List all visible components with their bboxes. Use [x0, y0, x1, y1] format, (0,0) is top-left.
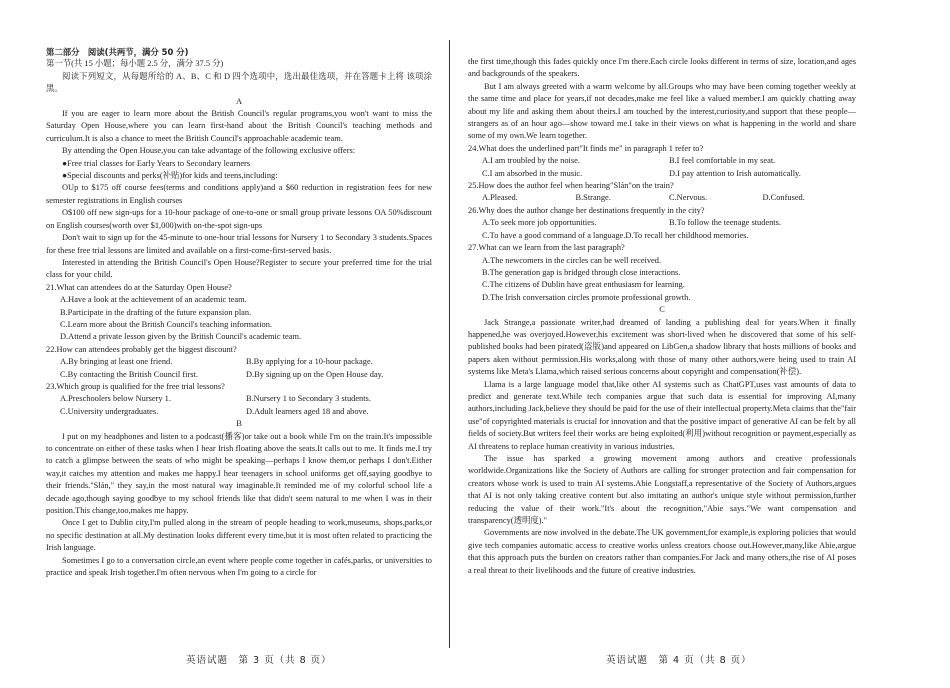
option: A.Have a look at the achievement of an academic team. — [60, 295, 247, 305]
question-22: 22.How can attendees probably get the biggest discount? — [46, 344, 237, 354]
option: D.I pay attention to Irish automatically. — [669, 168, 801, 178]
option: B.The generation gap is bridged through close interactions. — [482, 267, 681, 277]
question-27: 27.What can we learn from the last paragraph? — [468, 243, 625, 253]
passage-c-paragraph: The issue has sparked a growing movement among authors and creative professionals worldwide.Organizations like the Society of Authors are calling for stronger protection and fair compensation for creators whose work is used to train AI systems.Abie Longstaff,a representative of the Society of Authors,argues that AI is not only taking creative content but also imitating an author's unique style without permission,further reducing the value of their work."It's about the recognition,"Abie says."We want compensation and transparency(透明度)." — [468, 454, 856, 526]
option: B.Nursery 1 to Secondary 3 students. — [246, 394, 371, 404]
section-title: 第二部分 阅读(共两节，满分 50 分) — [46, 47, 189, 57]
option: A.Pleased. — [482, 193, 518, 203]
page-footer-left: 英语试题 第 3 页（共 8 页） — [186, 655, 332, 666]
instruction: 阅读下列短文，从每题所给的 A、B、C 和 D 四个选项中，选出最佳选项，并在答题卡上将 该项涂黑。 — [46, 71, 432, 94]
bullet-item: ●Free trial classes for Early Years to Secondary learners — [62, 158, 251, 168]
option: C.Learn more about the British Council's teaching information. — [60, 319, 273, 329]
option: D.By signing up on the Open House day. — [246, 369, 384, 379]
option-row — [46, 356, 432, 368]
option: D.Attend a private lesson given by the British Council's academic team. — [60, 332, 302, 342]
option-row — [46, 406, 432, 418]
left-column — [46, 46, 432, 579]
option: A.I am troubled by the noise. — [482, 156, 580, 166]
passage-a-paragraph: Interested in attending the British Council's Open House?Register to secure your preferred time for the trial class for your child. — [46, 257, 432, 280]
option: B.To follow the teenage students. — [669, 218, 781, 228]
page-footer-right: 英语试题 第 4 页（共 8 页） — [606, 655, 752, 666]
offer-item: O$100 off new sign-ups for a 10-hour package of one-to-one or small group private lessons OA 50%discount on English courses(worth over $1,000)with on-the-spot sign-ups — [46, 208, 432, 230]
passage-a-paragraph: By attending the Open House,you can take advantage of the following exclusive offers: — [62, 146, 356, 156]
question-24: 24.What does the underlined part"It finds me" in paragraph 1 refer to? — [468, 143, 704, 153]
option: A.To seek more job opportunities. — [482, 218, 597, 228]
passage-c-paragraph: Jack Strange,a passionate writer,had dreamed of landing a publishing deal for years.When it finally happened,he was overjoyed.However,his excitement was short-lived when he discovered that some of his self-published books had been pirated(盗版)and appeared on LibGen,a shadow library that hosts millions of books and papers aken without permission.His works,along with those of many other authors,were being used to train AI systems like Meta's Llama,which raised serious concerns about copyright and compensation(补偿). — [468, 317, 856, 377]
option-row — [468, 155, 856, 167]
bullet-item: ●Special discounts and perks(补贴)for kids and teens,including: — [62, 171, 278, 181]
option-row — [46, 369, 432, 381]
passage-a-paragraph: Don't wait to sign up for the 45-minute to one-hour trial lessons for Nursery 1 to Secondary 3 students.Spaces for these free trial lessons are limited and available on a first-come-first-served basis. — [46, 233, 432, 255]
question-25: 25.How does the author feel when hearing"Slán"on the train? — [468, 181, 674, 191]
passage-c-paragraph: Llama is a large language model that,like other AI systems such as ChatGPT,uses vast amounts of data to predict and generate text.While tech companies argue that such data is essential for improving AI,many authors,including Jack,believe they should be paid for the use of their intellectual property.Meta claims that the"fair use"of copyrighted materials is crucial for innovation and that the positive impact of generative AI can be felt by all fields of society.But writers feel their works are being exploited(利用)without recognition or payment,especially as AI threatens to replace human creativity in various industries. — [468, 379, 856, 451]
option: C.By contacting the British Council first. — [60, 369, 198, 379]
passage-b-paragraph: But I am always greeted with a warm welcome by all.Groups who may have been coming together weekly at the same time and place for years,if not decades,make me feel like a valued member.I am quickly chatting away about my life and asking them about theirs.I am touched by the interest,curiosity,and support that these people—strangers as of an hour ago—show toward me.I take in their views on what is happening in the world and share some of my own.We learn together. — [468, 81, 856, 141]
section-subtitle: 第一节(共 15 小题；每小题 2.5 分，满分 37.5 分) — [46, 59, 224, 69]
passage-b-label: B — [236, 419, 242, 429]
passage-c-label: C — [659, 305, 665, 315]
option: A.The newcomers in the circles can be well received. — [482, 255, 662, 265]
right-column — [468, 56, 856, 577]
option: D.Adult learners aged 18 and above. — [246, 406, 369, 416]
option-row — [46, 393, 432, 405]
option: C.The citizens of Dublin have great enthusiasm for learning. — [482, 280, 685, 290]
question-21: 21.What can attendees do at the Saturday Open House? — [46, 282, 232, 292]
option: C.University undergraduates. — [60, 406, 159, 416]
option-row — [468, 168, 856, 180]
passage-b-paragraph: the first time,though this fades quickly once I'm there.Each circle looks different in terms of size, location,and ages and backgrounds of the speakers. — [468, 57, 856, 79]
option: C.Nervous. — [669, 193, 708, 203]
option: C.I am absorbed in the music. — [482, 168, 583, 178]
question-23: 23.Which group is qualified for the free trial lessons? — [46, 381, 225, 391]
option: C.To have a good command of a language.D.To recall her childhood memories. — [482, 230, 749, 240]
passage-b-paragraph: Sometimes I go to a conversation circle,an event where people come together in cafés,parks, or universities to practice and speak Irish together.I'm often nervous when I'm going to a circle for — [46, 555, 432, 578]
option: B.Strange. — [575, 193, 611, 203]
question-26: 26.Why does the author change her destinations frequently in the city? — [468, 205, 705, 215]
passage-a-label: A — [235, 96, 243, 106]
passage-b-paragraph: Once I get to Dublin city,I'm pulled along in the stream of people heading to work,museums, shops,parks,or no specific destination at all.My destination looks different every time,but it is most often related to practicing the Irish language. — [46, 518, 432, 553]
passage-a-paragraph: If you are eager to learn more about the British Council's regular programs,you won't want to miss the Saturday Open House,where you can learn first-hand about the British Council's teaching methods and curriculum.It is also a chance to meet the British Council's approachable academic team. — [46, 109, 432, 143]
option: B.I feel comfortable in my seat. — [669, 156, 776, 166]
option: A.Preschoolers below Nursery 1. — [60, 394, 171, 404]
offer-item: OUp to $175 off course fees(terms and conditions apply)and a $60 reduction in registration fees for new semester registrations in English courses — [46, 183, 432, 205]
column-divider — [449, 40, 450, 648]
option: D.The Irish conversation circles promote professional growth. — [482, 292, 691, 302]
passage-b-paragraph: I put on my headphones and listen to a podcast(播客)or take out a book while I'm on the train.It's impossible to concentrate on either of these tasks when I hear Irish floating above the seats.It calls out to me. It finds me.I try to catch a glimpse between the seats of who might be speaking—perhaps I know them,or perhaps I don't.Either way,it catches my attention and makes me happy.I hear teenagers in school uniforms get off,saying goodbye to their friends."Slán," they say,in the most natural way imaginable.It reminded me of my colorful school life a decade ago,though saying goodbye to my school friends like that didn't seem natural to me when I was in their position.This change,too,makes me happy. — [46, 431, 432, 516]
passage-c-paragraph: Governments are now involved in the debate.The UK government,for example,is exploring policies that would give tech companies automatic access to creative works unless creators choose out.However,many,like Abie,argue that this approach puts the burden on creators rather than companies.For Jack and many others,the rise of AI poses a real threat to their livelihoods and the future of creative industries. — [468, 528, 856, 575]
option: B.Participate in the drafting of the future expansion plan. — [60, 307, 252, 317]
option: D.Confused. — [762, 193, 805, 203]
option: B.By applying for a 10-hour package. — [246, 357, 373, 367]
option-row — [468, 192, 856, 204]
option-row — [468, 217, 856, 229]
option: A.By bringing at least one friend. — [60, 357, 173, 367]
